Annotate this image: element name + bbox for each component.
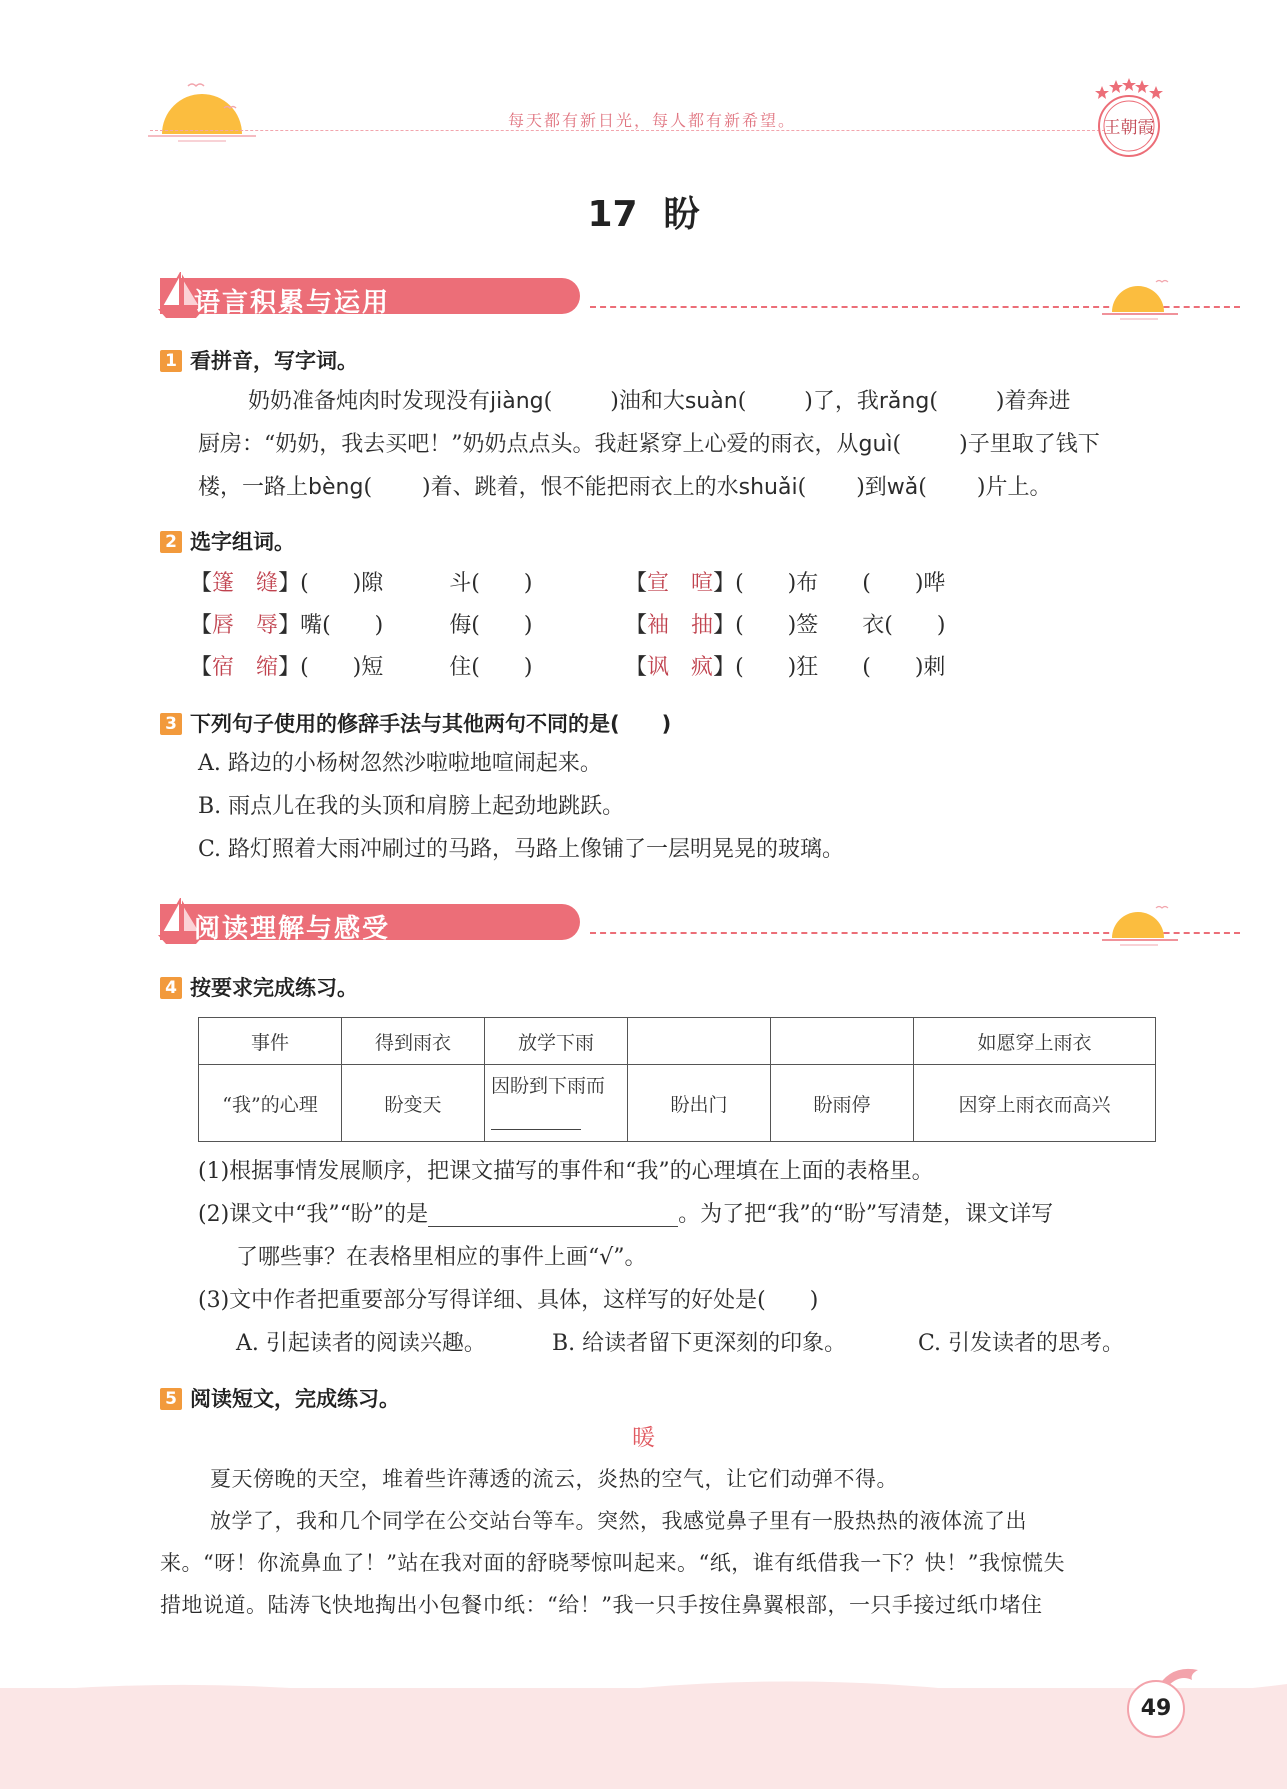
question-3-title <box>160 708 671 738</box>
header-motto: 每天都有新日光，每人都有新希望。 <box>508 111 797 130</box>
pinyin: guì <box>858 432 893 457</box>
section-banner-language <box>130 272 1280 322</box>
passage-line: 夏天傍晚的天空，堆着些许薄透的流云，炎热的空气，让它们动弹不得。 <box>210 1467 898 1491</box>
passage-title: 暖 <box>632 1425 655 1451</box>
passage-line: 来。“呀！你流鼻血了！”站在我对面的舒晓琴惊叫起来。“纸，谁有纸借我一下？快！”我惊慌失 <box>160 1551 1065 1575</box>
table-cell: 盼雨停 <box>771 1065 914 1142</box>
word-blank[interactable]: 衣( ) <box>862 613 946 638</box>
table-cell: 盼变天 <box>342 1065 485 1142</box>
choice-char: 唇 <box>212 613 235 638</box>
question-number: 3 <box>160 713 182 735</box>
choice-char: 袖 <box>647 613 670 638</box>
q2-row-1: 【篷 缝】( )隙 斗( ) <box>190 571 533 596</box>
fill-blank[interactable] <box>491 1109 581 1130</box>
table-row <box>199 1065 1156 1142</box>
text: (2)课文中“我”“盼”的是 <box>198 1202 429 1227</box>
pinyin: bèng <box>308 475 364 500</box>
question-number: 2 <box>160 531 182 553</box>
pinyin: rǎng <box>878 389 930 414</box>
text: 子里取了钱下 <box>967 432 1100 457</box>
table-cell: 盼出门 <box>628 1065 771 1142</box>
text: 了，我 <box>812 389 879 414</box>
word-blank[interactable]: ( )短 <box>300 655 384 680</box>
choice-char: 辱 <box>256 613 279 638</box>
lesson-number: 17 <box>587 194 638 235</box>
page-number: 49 <box>1127 1680 1185 1738</box>
choice-char: 喧 <box>691 571 714 596</box>
pinyin: shuǎi <box>738 475 798 500</box>
pinyin: wǎ <box>886 475 919 500</box>
table-cell: “我”的心理 <box>199 1065 342 1142</box>
text: 到 <box>864 475 887 500</box>
cell-text: 因盼到下雨而 <box>491 1075 606 1097</box>
text: 片上。 <box>985 475 1052 500</box>
text: 楼，一路上 <box>198 475 309 500</box>
question-number: 1 <box>160 350 182 372</box>
text: 油和大 <box>618 389 685 414</box>
table-cell: 得到雨衣 <box>342 1018 485 1065</box>
text: 。为了把“我”的“盼”写清楚，课文详写 <box>678 1202 1054 1227</box>
text: 厨房：“奶奶，我去买吧！”奶奶点点头。我赶紧穿上心爱的雨衣，从 <box>198 432 859 457</box>
choice-char: 宣 <box>647 571 670 596</box>
table-cell: 事件 <box>199 1018 342 1065</box>
choice-char: 抽 <box>691 613 714 638</box>
word-blank[interactable]: 住( ) <box>449 655 533 680</box>
q2-row-2-right: 【袖 抽】( )签 衣( ) <box>625 613 946 638</box>
word-blank[interactable]: 嘴( ) <box>300 613 384 638</box>
q1-line-1: 奶奶准备炖肉时发现没有jiàng( )油和大suàn( )了，我rǎng( )着奔进 <box>248 389 1071 414</box>
choice-char: 缩 <box>256 655 279 680</box>
table-cell: 如愿穿上雨衣 <box>914 1018 1156 1065</box>
q3-option-c[interactable]: C. 路灯照着大雨冲刷过的马路，马路上像铺了一层明晃晃的玻璃。 <box>198 837 845 862</box>
pinyin: jiàng <box>490 389 544 414</box>
question-title-text: 下列句子使用的修辞手法与其他两句不同的是( ) <box>190 712 672 736</box>
section-title: 阅读理解与感受 <box>194 914 391 944</box>
question-number: 5 <box>160 1388 182 1410</box>
sunset-decoration <box>148 78 258 148</box>
sun-icon <box>1100 278 1180 324</box>
choice-char: 讽 <box>647 655 670 680</box>
section-banner-reading <box>130 898 1280 948</box>
q1-line-2: 厨房：“奶奶，我去买吧！”奶奶点点头。我赶紧穿上心爱的雨衣，从guì( )子里取了钱下 <box>198 432 1100 457</box>
word-blank[interactable]: ( )狂 <box>735 655 819 680</box>
table-row <box>199 1018 1156 1065</box>
q1-line-3: 楼，一路上bèng( )着、跳着，恨不能把雨衣上的水shuǎi( )到wǎ( )片上。 <box>198 475 1052 500</box>
question-2-title <box>160 526 295 556</box>
question-number: 4 <box>160 977 182 999</box>
q3-option-b[interactable]: B. 雨点儿在我的头顶和肩膀上起劲地跳跃。 <box>198 794 625 819</box>
sun-icon <box>1100 904 1180 950</box>
word-blank[interactable]: ( )哗 <box>862 571 946 596</box>
q3-option-a[interactable]: A. 路边的小杨树忽然沙啦啦地喧闹起来。 <box>198 751 602 776</box>
text: 着、跳着，恨不能把雨衣上的水 <box>430 475 739 500</box>
choice-char: 疯 <box>691 655 714 680</box>
q2-row-2: 【唇 辱】嘴( ) 侮( ) <box>190 613 533 638</box>
choice-char: 宿 <box>212 655 235 680</box>
q4-sub-3-option-b[interactable]: B. 给读者留下更深刻的印象。 <box>552 1331 847 1356</box>
question-title-text: 选字组词。 <box>190 530 295 554</box>
word-blank[interactable]: ( )刺 <box>862 655 946 680</box>
choice-char: 篷 <box>212 571 235 596</box>
q4-sub-3: (3)文中作者把重要部分写得详细、具体，这样写的好处是( ) <box>198 1288 819 1313</box>
lesson-title: 盼 <box>663 193 700 235</box>
table-cell: 因穿上雨衣而高兴 <box>914 1065 1156 1142</box>
q4-sub-1: (1)根据事情发展顺序，把课文描写的事件和“我”的心理填在上面的表格里。 <box>198 1159 934 1184</box>
question-title-text: 看拼音，写字词。 <box>190 349 358 373</box>
question-title-text: 阅读短文，完成练习。 <box>190 1387 400 1411</box>
question-5-title <box>160 1383 400 1413</box>
footer-wave <box>0 1668 1287 1708</box>
answer-line[interactable] <box>428 1202 678 1227</box>
q2-row-1-right: 【宣 喧】( )布 ( )哗 <box>625 571 946 596</box>
events-table <box>198 1017 1156 1142</box>
question-title-text: 按要求完成练习。 <box>190 976 358 1000</box>
seal-logo <box>1088 76 1170 160</box>
question-4-title <box>160 972 358 1002</box>
table-cell-blank[interactable] <box>628 1018 771 1065</box>
text: 着奔进 <box>1004 389 1071 414</box>
q2-row-3: 【宿 缩】( )短 住( ) <box>190 655 533 680</box>
table-cell-blank[interactable] <box>771 1018 914 1065</box>
table-cell <box>485 1065 628 1142</box>
q4-sub-2 <box>198 1193 1053 1236</box>
word-blank[interactable]: ( )隙 <box>300 571 384 596</box>
q2-row-3-right: 【讽 疯】( )狂 ( )刺 <box>625 655 946 680</box>
passage-line: 放学了，我和几个同学在公交站台等车。突然，我感觉鼻子里有一股热热的液体流了出 <box>210 1509 1027 1533</box>
pinyin: suàn <box>684 389 738 414</box>
word-blank[interactable]: 斗( ) <box>449 571 533 596</box>
svg-text:王朝霞: 王朝霞 <box>1103 118 1155 138</box>
table-cell: 放学下雨 <box>485 1018 628 1065</box>
q4-sub-2-cont: 了哪些事？在表格里相应的事件上画“√”。 <box>236 1245 647 1270</box>
passage-line: 措地说道。陆涛飞快地掏出小包餐巾纸：“给！”我一只手按住鼻翼根部，一只手接过纸巾堵住 <box>160 1593 1043 1617</box>
text: 奶奶准备炖肉时发现没有 <box>248 389 491 414</box>
choice-char: 缝 <box>256 571 279 596</box>
question-1-title <box>160 345 358 375</box>
word-blank[interactable]: ( )签 <box>735 613 819 638</box>
section-title: 语言积累与运用 <box>194 288 391 318</box>
q4-sub-3-option-a[interactable]: A. 引起读者的阅读兴趣。 <box>236 1331 486 1356</box>
word-blank[interactable]: ( )布 <box>735 571 819 596</box>
page-title <box>0 186 1287 237</box>
word-blank[interactable]: 侮( ) <box>449 613 533 638</box>
q4-sub-3-option-c[interactable]: C. 引发读者的思考。 <box>918 1331 1125 1356</box>
